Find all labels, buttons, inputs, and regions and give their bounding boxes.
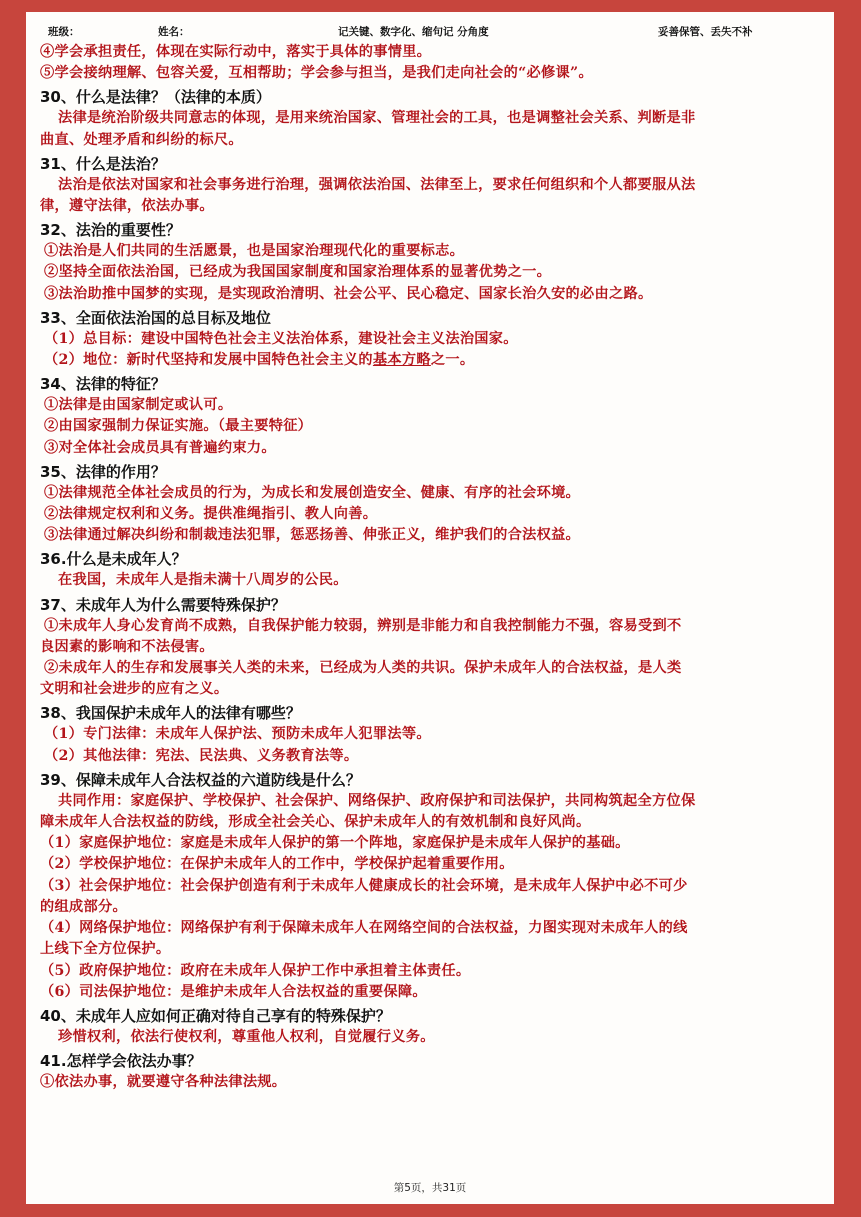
line-text: （3）社会保护地位：社会保护创造有利于未成年人健康成长的社会环境，是未成年人保护中必不可少 bbox=[40, 877, 688, 894]
question-heading bbox=[40, 219, 820, 241]
answer-line bbox=[40, 262, 820, 283]
question-heading bbox=[40, 153, 820, 175]
line-text: 37、未成年人为什么需要特殊保护？ bbox=[40, 595, 286, 614]
answer-line bbox=[40, 42, 820, 63]
line-text: （2）地位：新时代坚持和发展中国特色社会主义的 bbox=[44, 352, 373, 369]
line-text: 的组成部分。 bbox=[40, 898, 127, 915]
line-text: （2）其他法律：宪法、民法典、义务教育法等。 bbox=[44, 747, 359, 764]
line-text: （2）学校保护地位：在保护未成年人的工作中，学校保护起着重要作用。 bbox=[40, 856, 514, 873]
question-heading bbox=[40, 461, 820, 483]
line-text: 法治是依法对国家和社会事务进行治理，强调依法治国、法律至上，要求任何组织和个人都要服从法 bbox=[58, 176, 696, 193]
answer-line bbox=[40, 63, 820, 84]
line-text: ①依法办事，就要遵守各种法律法规。 bbox=[40, 1074, 287, 1091]
keep-note: 妥善保管、丢失不补 bbox=[658, 26, 753, 38]
question-heading bbox=[40, 769, 820, 791]
line-text: ⑤学会接纳理解、包容关爱，互相帮助；学会参与担当，是我们走向社会的“必修课”。 bbox=[40, 65, 593, 82]
line-text: 40、未成年人应如何正确对待自己享有的特殊保护？ bbox=[40, 1006, 391, 1025]
answer-line bbox=[40, 1072, 820, 1093]
answer-line bbox=[40, 679, 820, 700]
answer-line bbox=[40, 854, 820, 875]
answer-line bbox=[40, 284, 820, 305]
answer-line bbox=[40, 504, 820, 525]
answer-line bbox=[40, 724, 820, 745]
line-text: 34、法律的特征？ bbox=[40, 375, 166, 394]
answer-line bbox=[40, 395, 820, 416]
question-heading bbox=[40, 86, 820, 108]
document-page bbox=[26, 12, 834, 1204]
answer-line bbox=[40, 982, 820, 1003]
memory-tip: 记关键、数字化、缩句记 分角度 bbox=[338, 26, 489, 38]
question-heading bbox=[40, 594, 820, 616]
answer-line bbox=[40, 791, 820, 812]
line-text: ①法律规范全体社会成员的行为，为成长和发展创造安全、健康、有序的社会环境。 bbox=[44, 484, 581, 501]
line-text: 39、保障未成年人合法权益的六道防线是什么？ bbox=[40, 770, 361, 789]
answer-line bbox=[40, 329, 820, 350]
line-text: 41.怎样学会依法办事？ bbox=[40, 1052, 202, 1071]
answer-line bbox=[40, 637, 820, 658]
question-heading bbox=[40, 702, 820, 724]
class-label: 班级： bbox=[48, 26, 80, 38]
page-header bbox=[40, 20, 820, 42]
line-text: 35、法律的作用？ bbox=[40, 462, 166, 481]
line-text: 共同作用：家庭保护、学校保护、社会保护、网络保护、政府保护和司法保护，共同构筑起全方位保 bbox=[58, 792, 696, 809]
question-heading bbox=[40, 1050, 820, 1072]
question-heading bbox=[40, 548, 820, 570]
answer-line bbox=[40, 196, 820, 217]
line-text: ②未成年人的生存和发展事关人类的未来，已经成为人类的共识。保护未成年人的合法权益，是人类 bbox=[44, 660, 682, 677]
page-number: 第5页，共31页 bbox=[393, 1182, 467, 1194]
answer-line bbox=[40, 241, 820, 262]
line-text: 36.什么是未成年人？ bbox=[40, 550, 187, 569]
answer-line bbox=[40, 175, 820, 196]
answer-line bbox=[40, 416, 820, 437]
line-text: 良因素的影响和不法侵害。 bbox=[40, 638, 214, 655]
line-text: ③对全体社会成员具有普遍约束力。 bbox=[44, 439, 276, 456]
line-text: （1）家庭保护地位：家庭是未成年人保护的第一个阵地，家庭保护是未成年人保护的基础。 bbox=[40, 835, 630, 852]
line-text: 38、我国保护未成年人的法律有哪些？ bbox=[40, 704, 301, 723]
line-text: ③法治助推中国梦的实现，是实现政治清明、社会公平、民心稳定、国家长治久安的必由之路。 bbox=[44, 285, 653, 302]
line-text: 珍惜权利，依法行使权利，尊重他人权利，自觉履行义务。 bbox=[58, 1028, 435, 1045]
answer-line bbox=[40, 833, 820, 854]
answer-line bbox=[40, 616, 820, 637]
answer-line bbox=[40, 918, 820, 939]
answer-line bbox=[40, 961, 820, 982]
answer-line bbox=[40, 130, 820, 151]
line-text: ④学会承担责任，体现在实际行动中，落实于具体的事情里。 bbox=[40, 44, 432, 60]
line-text: 之一。 bbox=[430, 352, 475, 369]
question-heading bbox=[40, 307, 820, 329]
line-text: （1）专门法律：未成年人保护法、预防未成年人犯罪法等。 bbox=[44, 726, 431, 743]
answer-line bbox=[40, 570, 820, 591]
line-text: 32、法治的重要性？ bbox=[40, 221, 181, 240]
document-content bbox=[40, 42, 820, 1093]
answer-line bbox=[40, 350, 820, 371]
line-text: ①未成年人身心发育尚不成熟，自我保护能力较弱，辨别是非能力和自我控制能力不强，容易受到不 bbox=[44, 617, 682, 634]
answer-line bbox=[40, 812, 820, 833]
answer-line bbox=[40, 939, 820, 960]
answer-line bbox=[40, 525, 820, 546]
answer-line bbox=[40, 658, 820, 679]
name-label: 姓名： bbox=[158, 26, 190, 38]
line-text: （5）政府保护地位：政府在未成年人保护工作中承担着主体责任。 bbox=[40, 962, 471, 979]
answer-line bbox=[40, 1027, 820, 1048]
line-text: 曲直、处理矛盾和纠纷的标尺。 bbox=[40, 131, 243, 148]
line-text: 上线下全方位保护。 bbox=[40, 941, 171, 958]
answer-line bbox=[40, 746, 820, 767]
line-text: 律，遵守法律，依法办事。 bbox=[40, 198, 214, 215]
line-text: 在我国，未成年人是指未满十八周岁的公民。 bbox=[58, 572, 348, 589]
underlined-term: 基本方略 bbox=[372, 352, 431, 369]
line-text: （6）司法保护地位：是维护未成年人合法权益的重要保障。 bbox=[40, 983, 427, 1000]
line-text: ③法律通过解决纠纷和制裁违法犯罪，惩恶扬善、伸张正义，维护我们的合法权益。 bbox=[44, 527, 581, 544]
line-text: ①法治是人们共同的生活愿景，也是国家治理现代化的重要标志。 bbox=[44, 243, 465, 260]
answer-line bbox=[40, 897, 820, 918]
line-text: ②由国家强制力保证实施。（最主要特征） bbox=[44, 418, 313, 435]
answer-line bbox=[40, 438, 820, 459]
answer-line bbox=[40, 483, 820, 504]
question-heading bbox=[40, 1005, 820, 1027]
answer-line bbox=[40, 108, 820, 129]
line-text: 31、什么是法治？ bbox=[40, 154, 166, 173]
line-text: 30、什么是法律？（法律的本质） bbox=[40, 88, 271, 107]
line-text: 33、全面依法治国的总目标及地位 bbox=[40, 308, 271, 327]
question-heading bbox=[40, 373, 820, 395]
line-text: （1）总目标：建设中国特色社会主义法治体系，建设社会主义法治国家。 bbox=[44, 330, 518, 347]
answer-line bbox=[40, 876, 820, 897]
line-text: 障未成年人合法权益的防线，形成全社会关心、保护未成年人的有效机制和良好风尚。 bbox=[40, 814, 591, 831]
line-text: （4）网络保护地位：网络保护有利于保障未成年人在网络空间的合法权益，力图实现对未成年人的线 bbox=[40, 920, 688, 937]
line-text: ②坚持全面依法治国，已经成为我国国家制度和国家治理体系的显著优势之一。 bbox=[44, 264, 552, 281]
line-text: 法律是统治阶级共同意志的体现，是用来统治国家、管理社会的工具，也是调整社会关系、判断是非 bbox=[58, 110, 696, 127]
line-text: ①法律是由国家制定或认可。 bbox=[44, 397, 233, 414]
line-text: ②法律规定权利和义务。提供准绳指引、教人向善。 bbox=[44, 506, 378, 523]
line-text: 文明和社会进步的应有之义。 bbox=[40, 681, 229, 698]
